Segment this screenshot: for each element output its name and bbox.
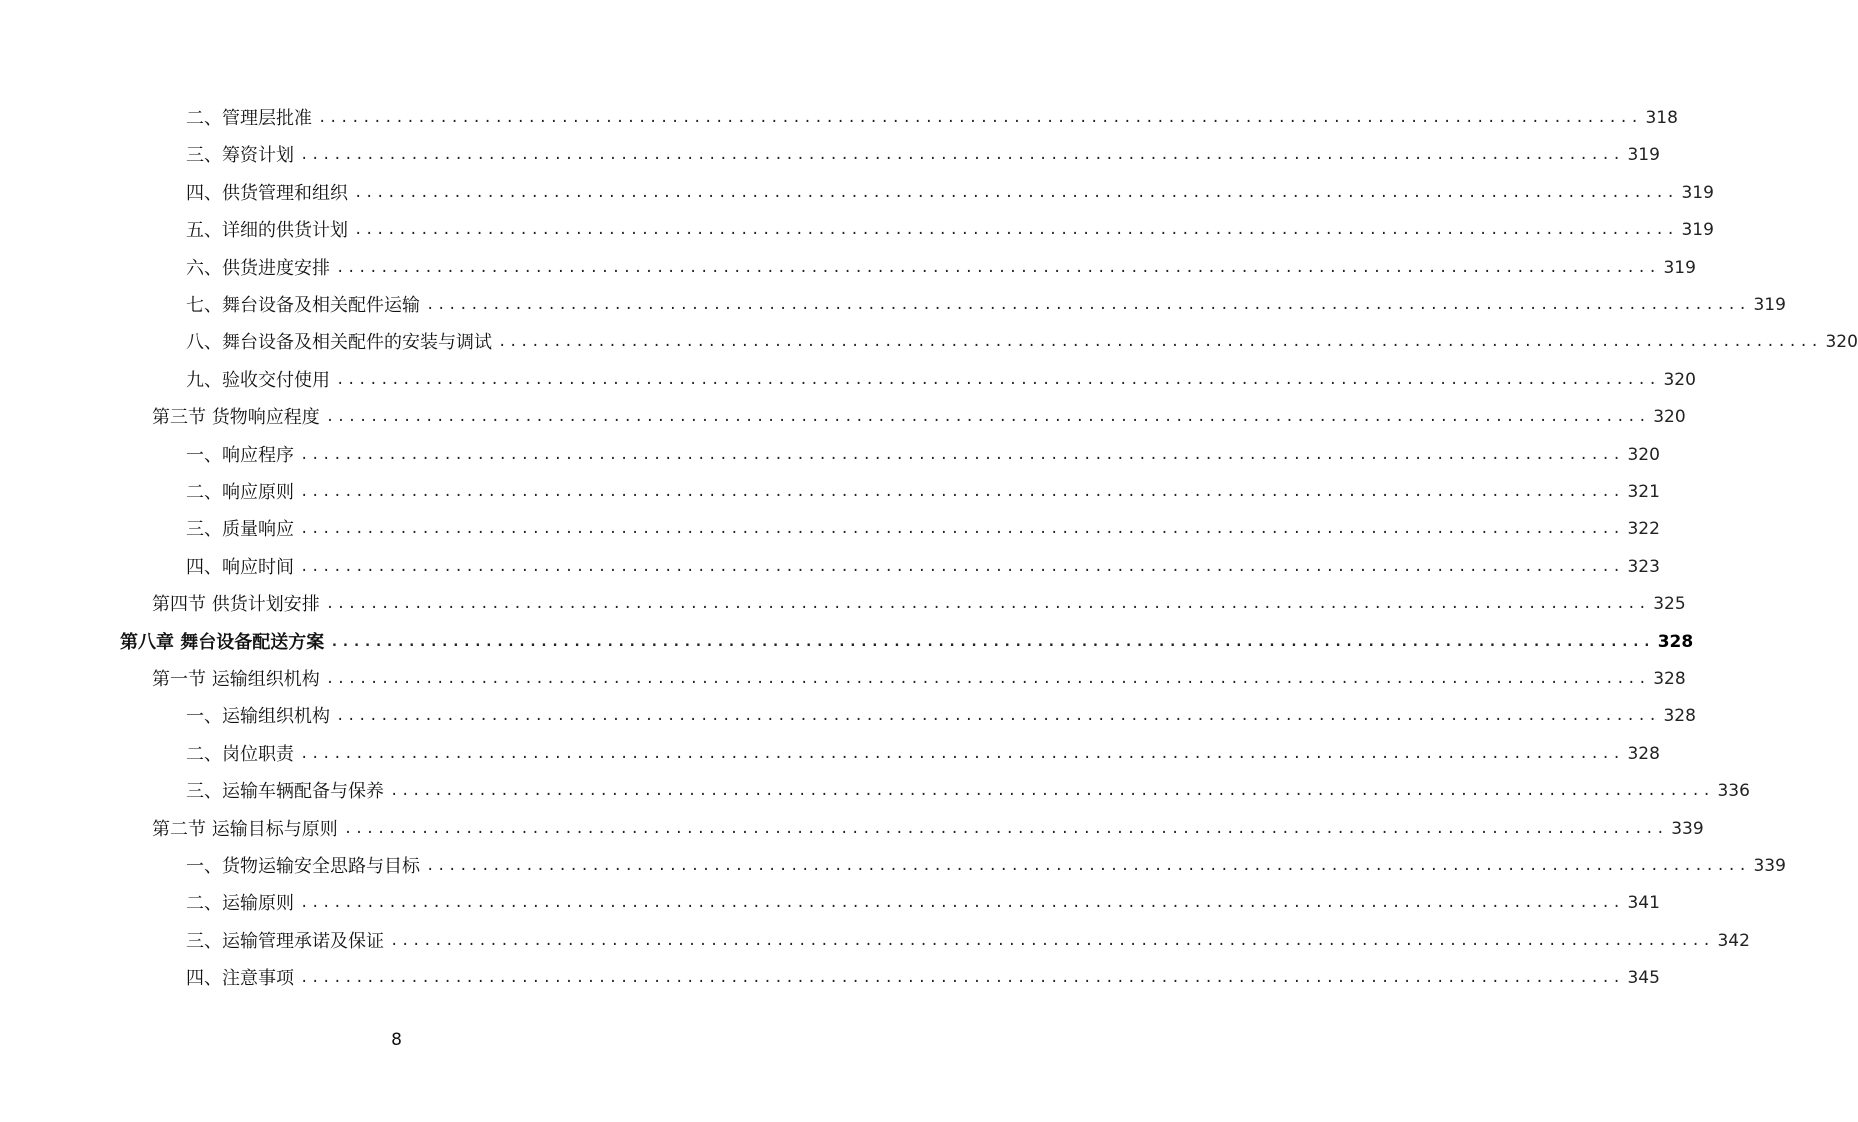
toc-entry-item[interactable] bbox=[186, 736, 1660, 773]
toc-entry-page: 328 bbox=[1653, 669, 1686, 689]
toc-dot-leader: ........................................................................................................................ bbox=[300, 446, 1624, 463]
toc-dot-leader: ........................................................................................................................ bbox=[390, 783, 1714, 800]
toc-entry-section[interactable] bbox=[152, 586, 1686, 623]
toc-dot-leader: ........................................................................................................................ bbox=[426, 297, 1750, 313]
toc-entry-page: 318 bbox=[1645, 108, 1678, 128]
toc-dot-leader: ........................................................................................................................ bbox=[325, 409, 1650, 426]
toc-entry-page: 336 bbox=[1717, 781, 1750, 802]
toc-dot-leader: ........................................................................................................................ bbox=[300, 895, 1624, 912]
toc-dot-leader: ........................................................................................................................ bbox=[426, 858, 1750, 874]
toc-dot-leader: ........................................................................................................................ bbox=[300, 558, 1624, 575]
toc-dot-leader: ........................................................................................................................ bbox=[300, 521, 1624, 538]
toc-entry-title: 第一节 运输组织机构 bbox=[152, 669, 320, 690]
toc-entry-page: 342 bbox=[1717, 930, 1750, 951]
toc-entry-page: 321 bbox=[1627, 482, 1660, 502]
toc-dot-leader: ........................................................................................................................ bbox=[390, 932, 1714, 949]
toc-dot-leader: ........................................................................................................................ bbox=[336, 708, 1660, 725]
toc-entry-page: 339 bbox=[1671, 818, 1704, 839]
toc-entry-title: 七、舞台设备及相关配件运输 bbox=[186, 295, 420, 316]
toc-dot-leader: ........................................................................................................................ bbox=[354, 222, 1678, 239]
toc-entry-page: 322 bbox=[1627, 519, 1660, 540]
toc-entry-section[interactable] bbox=[152, 399, 1686, 436]
toc-dot-leader: ........................................................................................................................ bbox=[354, 184, 1678, 201]
toc-entry-item[interactable] bbox=[186, 960, 1660, 997]
toc-entry-item[interactable] bbox=[186, 474, 1660, 511]
toc-entry-page: 320 bbox=[1663, 369, 1696, 390]
toc-entry-page: 320 bbox=[1627, 444, 1660, 465]
toc-entry-item[interactable] bbox=[186, 137, 1660, 174]
toc-entry-title: 九、验收交付使用 bbox=[186, 369, 330, 391]
toc-entry-page: 325 bbox=[1653, 594, 1686, 615]
toc-entry-item[interactable] bbox=[186, 773, 1750, 810]
toc-entry-item[interactable] bbox=[186, 511, 1660, 548]
toc-dot-leader: ........................................................................................................................ bbox=[300, 745, 1624, 762]
toc-dot-leader: ........................................................................................................................ bbox=[318, 110, 1642, 126]
toc-entry-title: 三、筹资计划 bbox=[186, 145, 294, 167]
toc-entry-item[interactable] bbox=[186, 923, 1750, 960]
toc-entry-title: 三、运输车辆配备与保养 bbox=[186, 781, 384, 803]
toc-entry-item[interactable] bbox=[186, 212, 1714, 249]
toc-entry-page: 319 bbox=[1681, 220, 1714, 241]
toc-entry-page: 341 bbox=[1627, 893, 1660, 914]
toc-entry-item[interactable] bbox=[186, 549, 1660, 586]
toc-entry-page: 323 bbox=[1627, 556, 1660, 577]
toc-entry-title: 三、质量响应 bbox=[186, 519, 294, 541]
toc-entry-title: 四、供货管理和组织 bbox=[186, 182, 348, 204]
toc-entry-title: 第二节 运输目标与原则 bbox=[152, 818, 338, 840]
toc-entry-title: 一、运输组织机构 bbox=[186, 706, 330, 728]
toc-entry-item[interactable] bbox=[186, 885, 1660, 922]
toc-entry-page: 328 bbox=[1663, 706, 1696, 727]
toc-entry-item[interactable] bbox=[186, 287, 1786, 324]
toc-entry-title: 第三节 货物响应程度 bbox=[152, 407, 320, 429]
toc-entry-title: 六、供货进度安排 bbox=[186, 257, 330, 279]
page-number: 8 bbox=[391, 1030, 402, 1050]
toc-entry-title: 五、详细的供货计划 bbox=[186, 220, 348, 242]
toc-entry-title: 八、舞台设备及相关配件的安装与调试 bbox=[186, 332, 492, 354]
toc-entry-page: 320 bbox=[1653, 407, 1686, 428]
toc-entry-title: 第八章 舞台设备配送方案 bbox=[120, 631, 325, 653]
toc-entry-page: 319 bbox=[1753, 295, 1786, 315]
toc-entry-item[interactable] bbox=[186, 698, 1696, 735]
toc-entry-title: 一、货物运输安全思路与目标 bbox=[186, 856, 420, 877]
toc-entry-page: 345 bbox=[1627, 968, 1660, 989]
toc-entry-section[interactable] bbox=[152, 661, 1686, 698]
toc-entry-title: 二、运输原则 bbox=[186, 893, 294, 915]
toc-entry-title: 二、岗位职责 bbox=[186, 743, 294, 765]
toc-entry-item[interactable] bbox=[186, 848, 1786, 885]
toc-entry-item[interactable] bbox=[186, 100, 1678, 137]
toc-entry-title: 二、管理层批准 bbox=[186, 108, 312, 129]
toc-entry-item[interactable] bbox=[186, 250, 1696, 287]
toc-entry-item[interactable] bbox=[186, 175, 1714, 212]
toc-entry-section[interactable] bbox=[152, 811, 1704, 848]
toc-entry-chapter[interactable] bbox=[120, 624, 1694, 661]
toc-entry-page: 339 bbox=[1753, 856, 1786, 876]
toc-dot-leader: ........................................................................................................................ bbox=[300, 484, 1624, 500]
toc-entry-item[interactable] bbox=[186, 362, 1696, 399]
toc-entry-title: 一、响应程序 bbox=[186, 444, 294, 466]
toc-dot-leader: ........................................................................................................................ bbox=[330, 633, 1654, 650]
toc-dot-leader: ........................................................................................................................ bbox=[300, 147, 1624, 164]
toc-entry-page: 328 bbox=[1627, 743, 1660, 764]
toc-entry-page: 319 bbox=[1663, 257, 1696, 278]
toc-dot-leader: ........................................................................................................................ bbox=[325, 671, 1650, 687]
toc-entry-item[interactable] bbox=[186, 437, 1660, 474]
toc-entry-title: 四、注意事项 bbox=[186, 968, 294, 990]
toc-entry-title: 第四节 供货计划安排 bbox=[152, 594, 320, 616]
toc-dot-leader: ........................................................................................................................ bbox=[336, 371, 1660, 388]
toc-entry-page: 319 bbox=[1681, 182, 1714, 203]
toc-entry-page: 320 bbox=[1825, 332, 1858, 353]
toc-dot-leader: ........................................................................................................................ bbox=[336, 259, 1660, 276]
toc-entry-page: 328 bbox=[1657, 631, 1694, 652]
toc-dot-leader: ........................................................................................................................ bbox=[325, 596, 1650, 613]
toc-dot-leader: ........................................................................................................................ bbox=[343, 820, 1668, 837]
toc-entry-title: 四、响应时间 bbox=[186, 556, 294, 578]
toc-entry-item[interactable] bbox=[186, 324, 1858, 361]
toc-dot-leader: ........................................................................................................................ bbox=[300, 970, 1624, 987]
toc-dot-leader: ........................................................................................................................ bbox=[498, 334, 1822, 351]
toc-entry-title: 二、响应原则 bbox=[186, 482, 294, 503]
toc-entry-page: 319 bbox=[1627, 145, 1660, 166]
toc-entry-title: 三、运输管理承诺及保证 bbox=[186, 930, 384, 952]
